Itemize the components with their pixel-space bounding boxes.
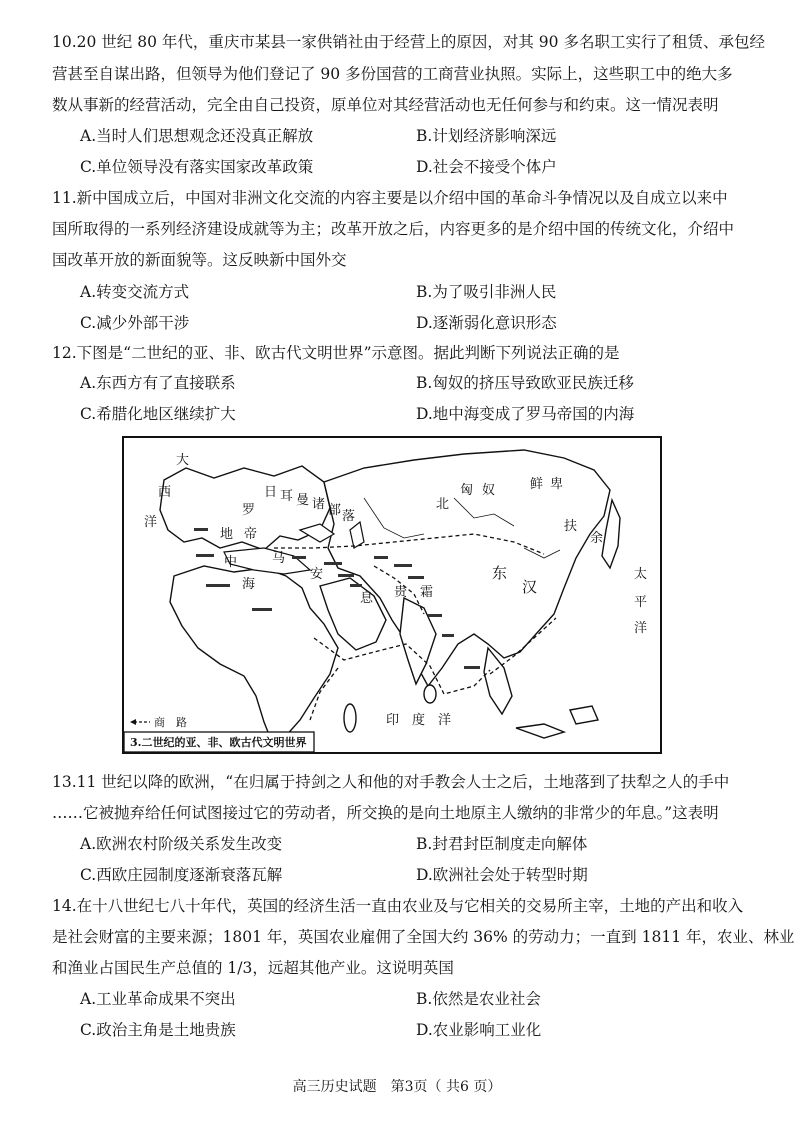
map-drawing [124, 438, 660, 752]
question-12-option-b: B.匈奴的挤压导致欧亚民族迁移 [416, 374, 634, 392]
map-label: 霜 [420, 585, 434, 600]
map-label: 北 [436, 497, 450, 512]
question-14-option-d: D.农业影响工业化 [416, 1021, 542, 1039]
question-14-option-b: B.依然是农业社会 [416, 990, 541, 1008]
page-footer: 高三历史试题 第3页（ 共6 页） [292, 1079, 502, 1095]
map-label: 扶 [564, 519, 578, 534]
question-10-option-b: B.计划经济影响深远 [416, 127, 557, 145]
map-label: 鲜 [530, 477, 544, 492]
map-legend-trade-route: 商 路 [154, 716, 187, 729]
map-label: 地 [220, 527, 234, 542]
map-label: 太 [634, 567, 648, 582]
map-label: 平 [634, 595, 648, 610]
question-14-stem-line: 14.在十八世纪七八十年代，英国的经济生活一直由农业及与它相关的交易所主宰，土地的产出和收入 [52, 897, 744, 915]
question-11-option-b: B.为了吸引非洲人民 [416, 283, 557, 301]
map-label: 洋 [144, 515, 158, 530]
question-10-stem-line: 营甚至自谋出路，但领导为他们登记了 90 多份国营的工商营业执照。实际上，这些职工中的绝大多 [52, 65, 733, 83]
map-label: 部 [328, 503, 342, 518]
map-label: 诸 [312, 497, 326, 512]
question-10-stem-line: 10.20 世纪 80 年代，重庆市某县一家供销社由于经营上的原因，对其 90 多名职工实行了租赁、承包经 [52, 33, 765, 51]
question-11-stem-line: 11.新中国成立后，中国对非洲文化交流的内容主要是以介绍中国的革命斗争情况以及自成立以来中 [52, 189, 728, 207]
map-label: 落 [342, 509, 356, 524]
map-label: 洋 [438, 713, 452, 728]
map-label: 耳 [280, 489, 294, 504]
question-11-stem-line: 国改革开放的新面貌等。这反映新中国外交 [52, 251, 347, 269]
map-label: 罗 [242, 503, 256, 518]
question-13-option-c: C.西欧庄园制度逐渐衰落瓦解 [80, 866, 283, 884]
map-label: 息 [360, 591, 374, 606]
map-label: 汉 [522, 578, 538, 596]
question-11-option-c: C.减少外部干涉 [80, 314, 190, 332]
map-label: 大 [176, 453, 190, 468]
question-12-stem-line: 12.下图是“二世纪的亚、非、欧古代文明世界”示意图。据此判断下列说法正确的是 [52, 344, 620, 362]
map-label: 海 [242, 577, 256, 592]
question-14-option-a: A.工业革命成果不突出 [80, 990, 236, 1008]
map-label: 中 [224, 555, 238, 570]
question-11-option-a: A.转变交流方式 [80, 283, 190, 301]
map-label: 印 [386, 713, 400, 728]
question-10-stem-line: 数从事新的经营活动，完全由自己投资，原单位对其经营活动也无任何参与和约束。这一情况表明 [52, 96, 719, 114]
map-label: 奴 [482, 483, 496, 498]
question-13-option-a: A.欧洲农村阶级关系发生改变 [80, 835, 283, 853]
map-label: 帝 [244, 527, 258, 542]
map-label: 卑 [550, 477, 564, 492]
map-label: 安 [310, 567, 324, 582]
question-12-option-a: A.东西方有了直接联系 [80, 374, 236, 392]
question-14-stem-line: 和渔业占国民生产总值的 1/3，远超其他产业。这说明英国 [52, 959, 454, 977]
map-label: 余 [590, 531, 604, 546]
map-label: 洋 [634, 621, 648, 636]
map-label: 贵 [394, 585, 408, 600]
historical-map-figure [122, 436, 662, 754]
question-10-option-a: A.当时人们思想观念还没真正解放 [80, 127, 314, 145]
map-label: 西 [158, 485, 172, 500]
map-label: 度 [412, 713, 426, 728]
question-11-option-d: D.逐渐弱化意识形态 [416, 314, 557, 332]
map-label: 匈 [460, 483, 474, 498]
question-13-stem-line: 13.11 世纪以降的欧洲，“在归属于持剑之人和他的对手教会人士之后，土地落到了扶犁之人的手中 [52, 773, 730, 791]
question-13-stem-line: ……它被抛弃给任何试图接过它的劳动者，所交换的是向土地原主人缴纳的非常少的年息。”这表明 [52, 804, 719, 822]
map-label: 曼 [296, 493, 310, 508]
map-label: 马 [272, 551, 286, 566]
question-12-option-c: C.希腊化地区继续扩大 [80, 405, 236, 423]
question-13-option-b: B.封君封臣制度走向解体 [416, 835, 588, 853]
question-10-option-c: C.单位领导没有落实国家改革政策 [80, 158, 314, 176]
question-10-option-d: D.社会不接受个体户 [416, 158, 557, 176]
map-label: 东 [492, 564, 508, 582]
question-11-stem-line: 国所取得的一系列经济建设成就等为主；改革开放之后，内容更多的是介绍中国的传统文化，介绍中 [52, 220, 735, 238]
map-caption: 3.二世纪的亚、非、欧古代文明世界 [130, 736, 307, 749]
question-13-option-d: D.欧洲社会处于转型时期 [416, 866, 588, 884]
question-14-stem-line: 是社会财富的主要来源；1801 年，英国农业雇佣了全国大约 36% 的劳动力；一直到 1811 年，农业、林业 [52, 928, 794, 946]
question-14-option-c: C.政治主角是土地贵族 [80, 1021, 236, 1039]
map-label: 日 [264, 485, 278, 500]
question-12-option-d: D.地中海变成了罗马帝国的内海 [416, 405, 635, 423]
